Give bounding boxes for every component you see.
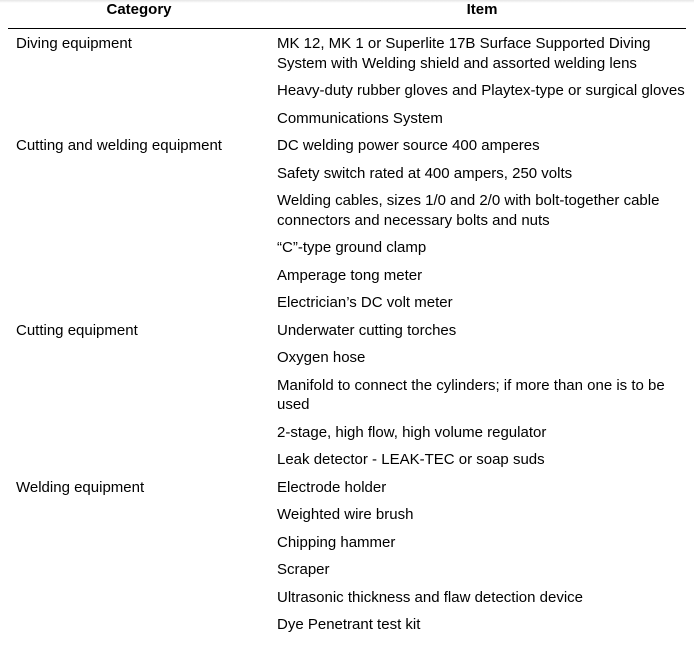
table-header <box>0 0 694 28</box>
item-list <box>277 318 687 475</box>
item-cell: “C”-type ground clamp <box>277 239 427 256</box>
item-list <box>277 31 687 133</box>
item-cell: Heavy-duty rubber gloves and Playtex-type or surgical gloves <box>277 82 685 99</box>
item-cell: Chipping hammer <box>277 533 396 551</box>
item-cell: DC welding power source 400 amperes <box>277 137 540 154</box>
table-group-welding <box>0 475 694 640</box>
item-cell: Ultrasonic thickness and flaw detection device <box>277 588 583 606</box>
column-header-item: Item <box>466 1 498 18</box>
category-cell: Cutting and welding equipment <box>16 137 222 154</box>
category-cell: Welding equipment <box>16 478 145 496</box>
table-group-cutting-and-welding <box>0 133 694 318</box>
item-cell: Electrode holder <box>277 478 387 496</box>
table-group-cutting <box>0 318 694 475</box>
item-cell: Safety switch rated at 400 ampers, 250 volts <box>277 164 573 182</box>
item-cell: Electrician’s DC volt meter <box>277 294 453 311</box>
item-list <box>277 475 687 640</box>
category-cell: Cutting equipment <box>16 321 138 339</box>
table-group-diving <box>0 31 694 133</box>
item-cell: Leak detector - LEAK-TEC or soap suds <box>277 451 545 468</box>
header-rule <box>8 28 686 29</box>
item-list <box>277 133 687 318</box>
item-cell: MK 12, MK 1 or Superlite 17B Surface Supported Diving System with Welding shield and assorted welding lens <box>277 35 651 72</box>
item-cell: 2-stage, high flow, high volume regulator <box>277 423 547 441</box>
item-cell: Scraper <box>277 561 330 578</box>
item-cell: Weighted wire brush <box>277 506 414 523</box>
item-cell: Manifold to connect the cylinders; if more than one is to be used <box>277 376 665 413</box>
item-cell: Amperage tong meter <box>277 266 423 284</box>
item-cell: Welding cables, sizes 1/0 and 2/0 with bolt-together cable connectors and necessary bolts and nuts <box>277 192 660 229</box>
category-cell: Diving equipment <box>16 35 132 52</box>
item-cell: Communications System <box>277 109 443 127</box>
item-cell: Dye Penetrant test kit <box>277 616 421 633</box>
item-cell: Underwater cutting torches <box>277 321 457 339</box>
table-body <box>0 31 694 640</box>
column-header-category: Category <box>106 1 172 18</box>
item-cell: Oxygen hose <box>277 349 366 366</box>
